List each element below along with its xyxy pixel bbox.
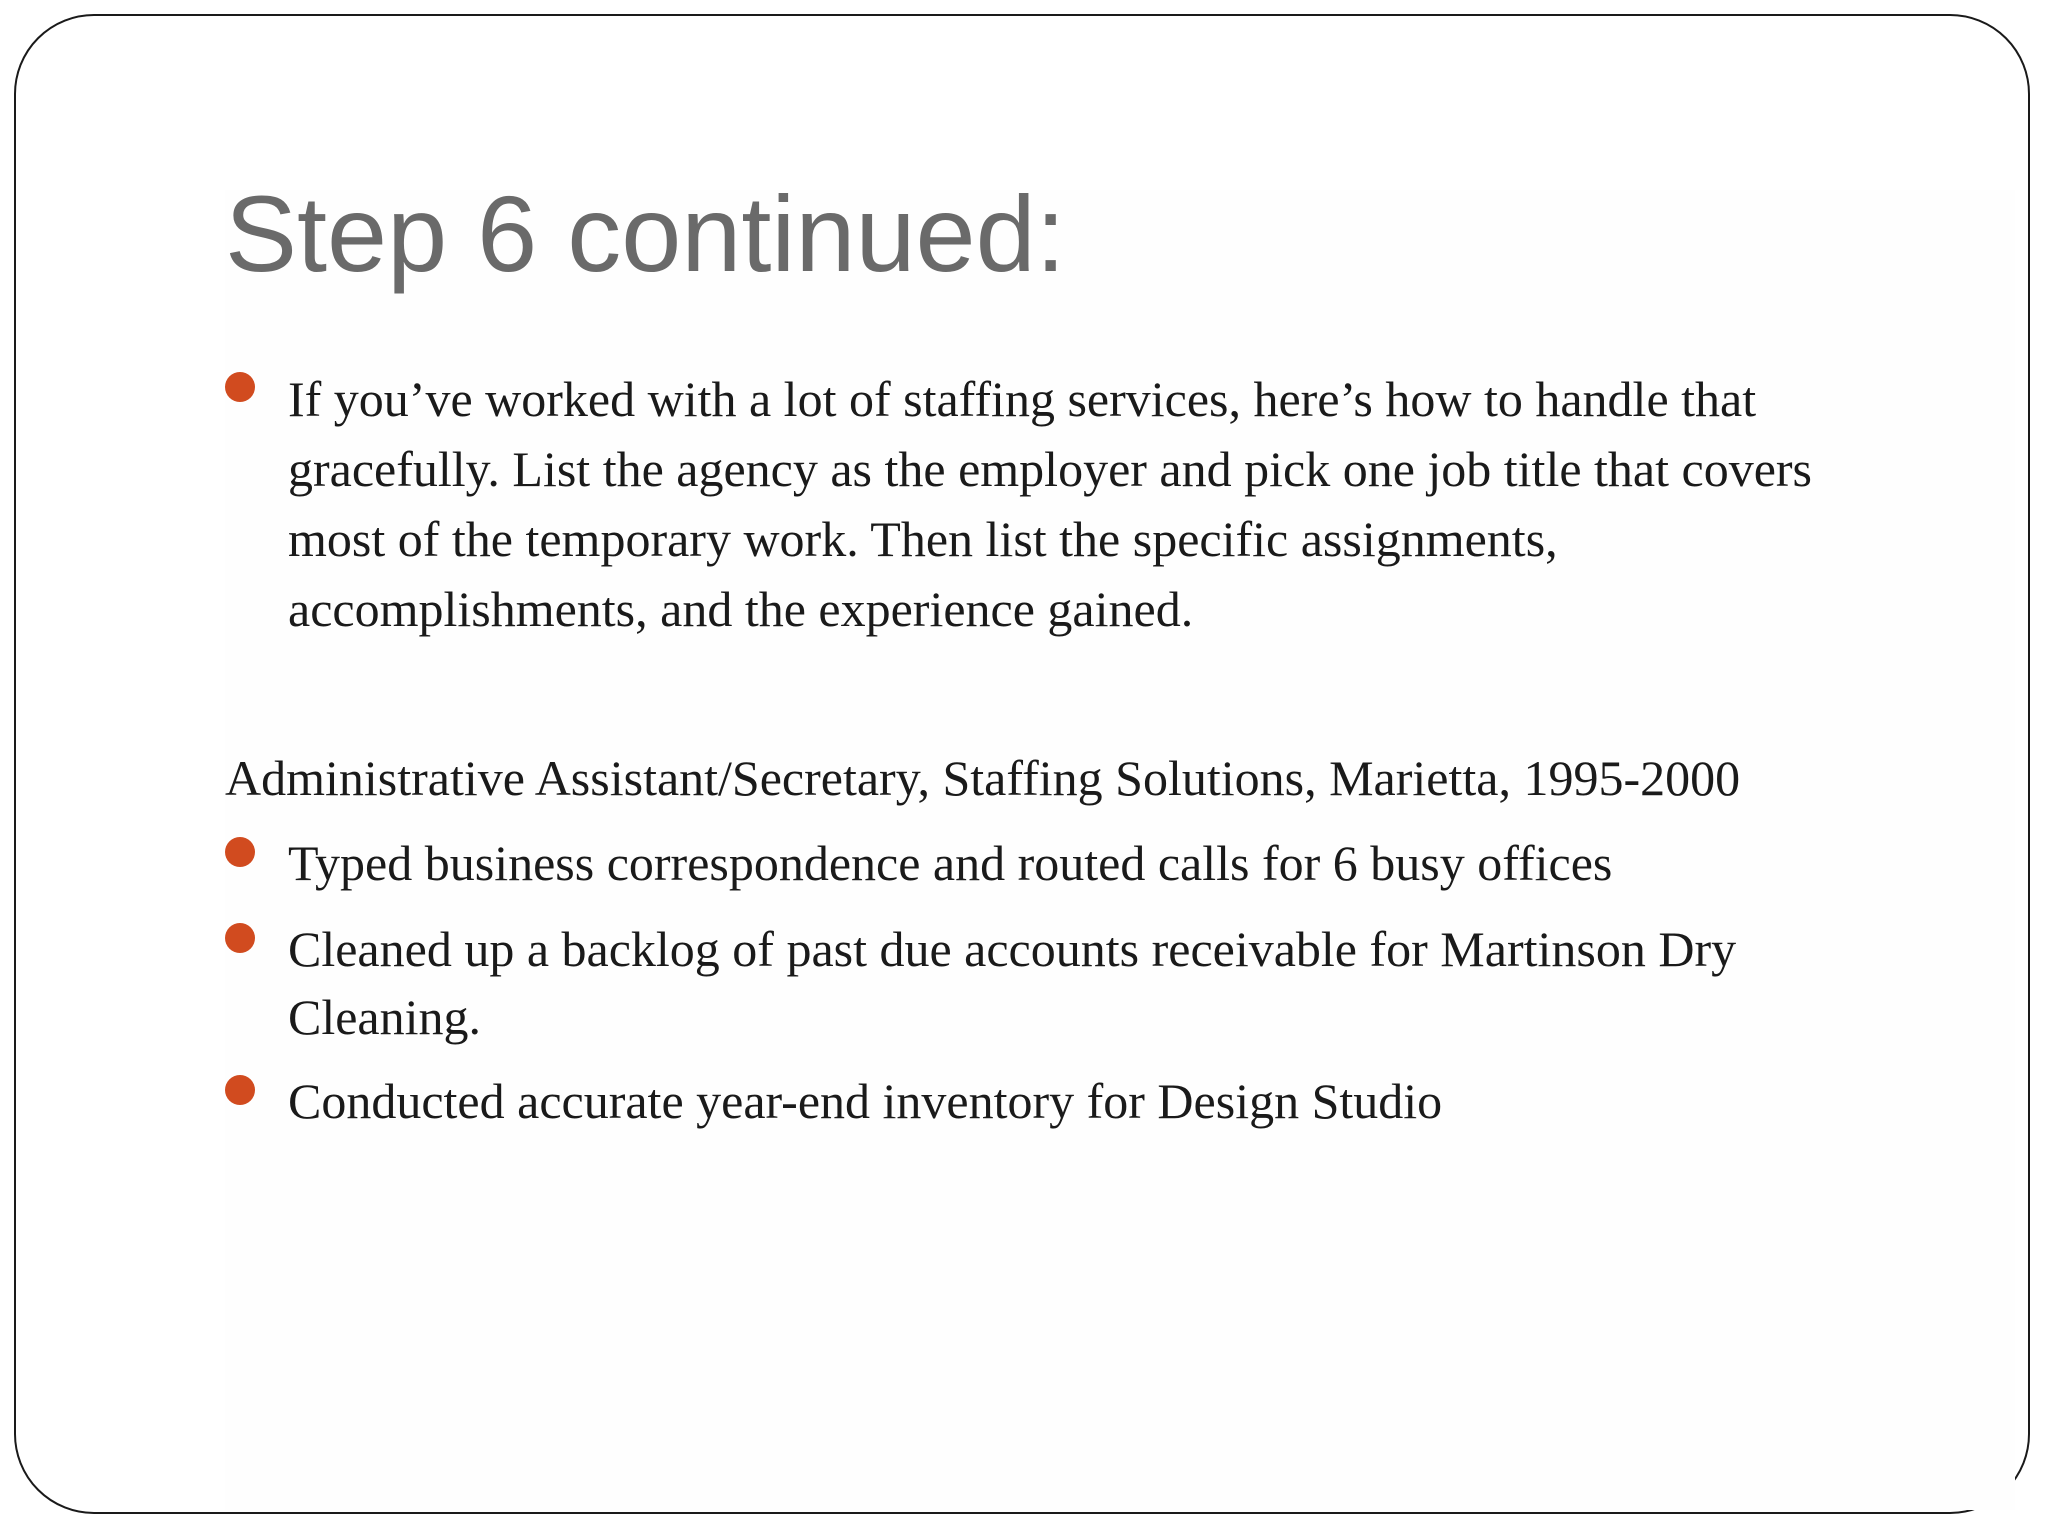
- job-heading: Administrative Assistant/Secretary, Staffing Solutions, Marietta, 1995-2000: [225, 750, 1741, 806]
- bullet-dot-icon: [225, 372, 255, 402]
- job-bullet-text: Conducted accurate year-end inventory for Design Studio: [288, 1073, 1443, 1129]
- intro-bullet-text: If you’ve worked with a lot of staffing services, here’s how to handle that gracefully. List the agency as the employer and pick one job title that covers most of the temporary work. Then list the specific assignments, accomplishments, and the experience gained.: [288, 371, 1812, 637]
- job-bullet: [225, 1067, 1825, 1136]
- bullet-dot-icon: [225, 1075, 255, 1105]
- job-bullet: [225, 915, 1825, 1051]
- intro-bullet: [225, 364, 1905, 644]
- slide-title: Step 6 continued:: [225, 173, 1066, 294]
- bullet-dot-icon: [225, 923, 255, 953]
- job-bullet-text: Cleaned up a backlog of past due accounts receivable for Martinson Dry Cleaning.: [288, 921, 1737, 1045]
- job-bullet: [225, 829, 1825, 898]
- bullet-dot-icon: [225, 837, 255, 867]
- job-bullet-text: Typed business correspondence and routed calls for 6 busy offices: [288, 835, 1613, 891]
